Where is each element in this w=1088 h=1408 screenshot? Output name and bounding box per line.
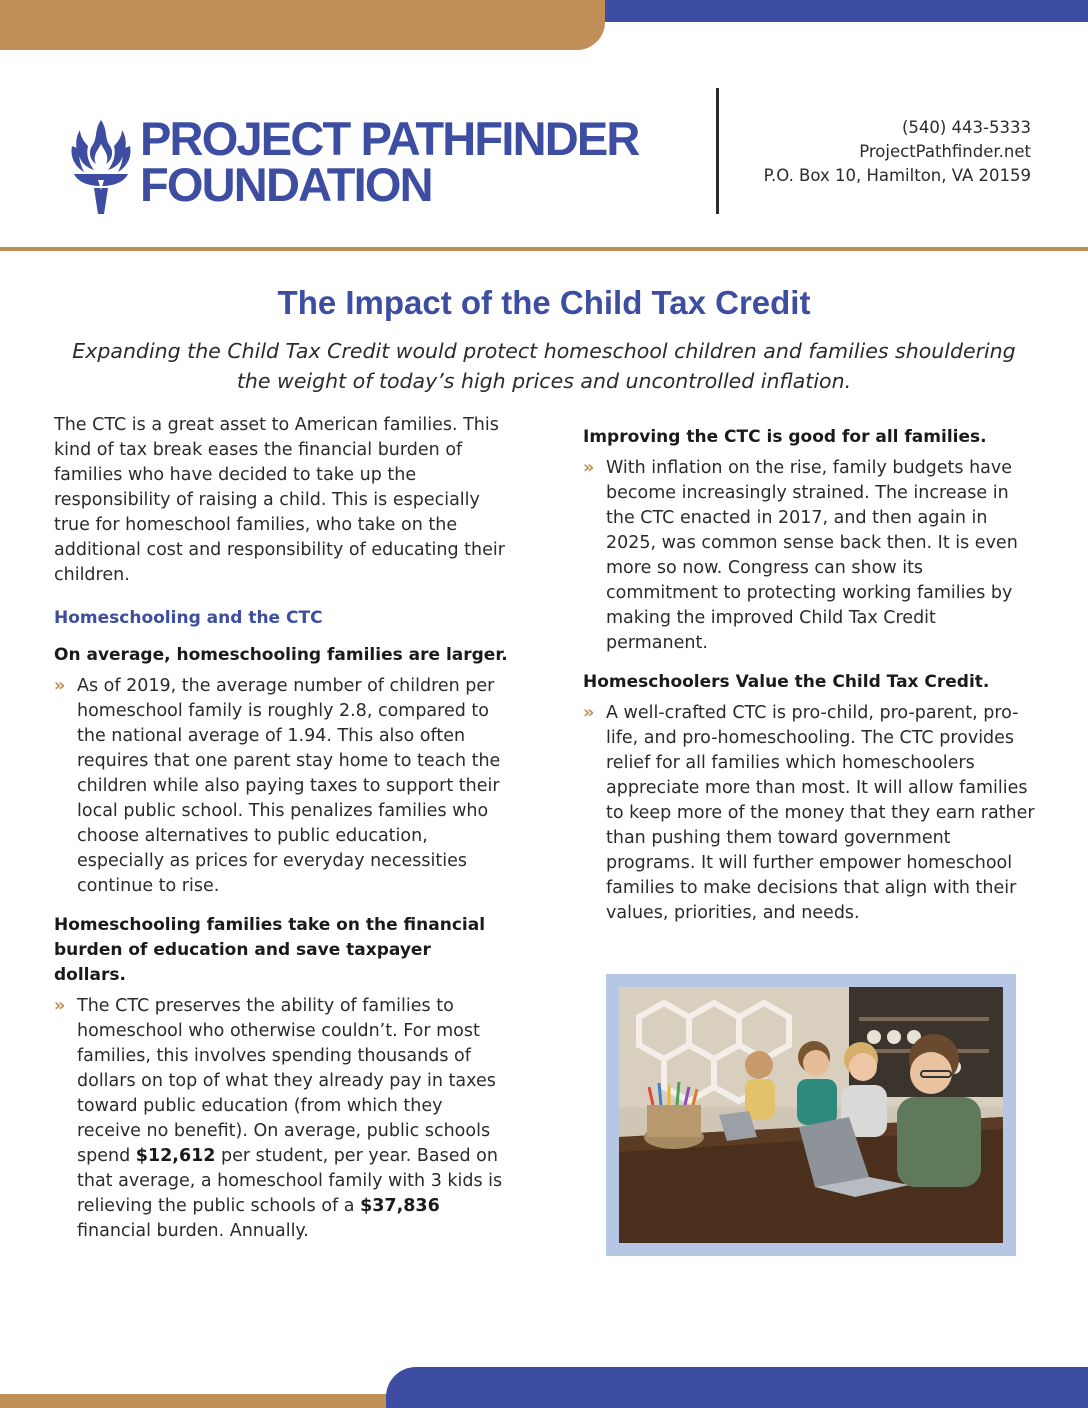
page-subtitle: Expanding the Child Tax Credit would protect homeschool children and families shouldering the weight of today’s high prices and uncontrolled inflation. [72,339,1016,393]
bullet-text: With inflation on the rise, family budgets have become increasingly strained. The increase in the CTC enacted in 2017, and then again in 2025, was common sense back then. It is even more so now. Congress can show its commitment to protecting working families by making the improved Child Tax Credit permanent. [606,458,1018,653]
contact-block [764,116,1031,188]
org-name [140,112,639,211]
subheading-good-for-families: Improving the CTC is good for all families. [583,427,987,447]
bullet-text: As of 2019, the average number of children per homeschool family is roughly 2.8, compared to the national average of 1.94. This also often requires that one parent stay home to teach the children while also paying taxes to support their local public school. This penalizes families who choose alternatives to public education, especially as prices for everyday necessities continue to rise. [77,676,501,896]
header-rule [0,247,1088,251]
bullet-marker-icon: » [54,996,66,1016]
header-divider [716,88,719,214]
contact-address: P.O. Box 10, Hamilton, VA 20159 [763,166,1031,185]
bottom-tan-bar [0,1394,400,1408]
bullet-text-part: financial burden. Annually. [77,1221,309,1241]
bullet-good-for-families [583,456,1035,656]
torch-flame-icon [68,116,134,216]
page-title: The Impact of the Child Tax Credit [277,284,811,321]
intro-paragraph: The CTC is a great asset to American families. This kind of tax break eases the financial burden of families who have decided to take up the responsibility of raising a child. This is especially true for homeschool families, who take on the additional cost and responsibility of educating their children. [54,415,505,585]
bullet-text: A well-crafted CTC is pro-child, pro-parent, pro-life, and pro-homeschooling. The CTC provides relief for all families which homeschoolers appreciate more than most. It will allow families to keep more of the money that they earn rather than pushing them toward government programs. It will further empower homeschool families to make decisions that align with their values, priorities, and needs. [606,703,1035,923]
children-studying-photo [619,987,1003,1243]
contact-website[interactable]: ProjectPathfinder.net [859,142,1031,161]
subheading-financial-burden: Homeschooling families take on the financial burden of education and save taxpayer dollars. [54,915,486,985]
bullet-marker-icon: » [583,703,595,723]
bullet-larger-families [54,674,508,899]
family-savings-amount: $37,836 [360,1196,440,1216]
top-tan-bar [0,0,605,50]
right-column [583,425,1035,940]
org-name-line2: FOUNDATION [140,158,432,211]
org-name-line1: PROJECT PATHFINDER [140,112,639,165]
bullet-text-part: The CTC preserves the ability of families to homeschool who otherwise couldn’t. For most families, this involves spending thousands of dollars on top of what they already pay in taxes toward public education (from which they receive no benefit). On average, public schools spend [77,996,496,1166]
org-logo [68,112,639,216]
bullet-financial-burden [54,994,508,1244]
subheading-homeschoolers-value: Homeschoolers Value the Child Tax Credit. [583,672,990,692]
left-column [54,413,508,1258]
per-student-amount: $12,612 [135,1146,216,1166]
contact-phone: (540) 443-5333 [901,118,1031,137]
bottom-blue-bar [386,1367,1088,1408]
photo-frame [606,974,1016,1256]
section-heading: Homeschooling and the CTC [54,608,323,628]
bullet-homeschoolers-value [583,701,1035,926]
top-blue-bar [605,0,1088,22]
bullet-text-part: per student, per year. Based on that average, a homeschool family with 3 kids is relieving the public schools of a [77,1146,503,1216]
bullet-marker-icon: » [54,676,66,696]
subheading-larger-families: On average, homeschooling families are larger. [54,645,508,665]
bullet-marker-icon: » [583,458,595,478]
